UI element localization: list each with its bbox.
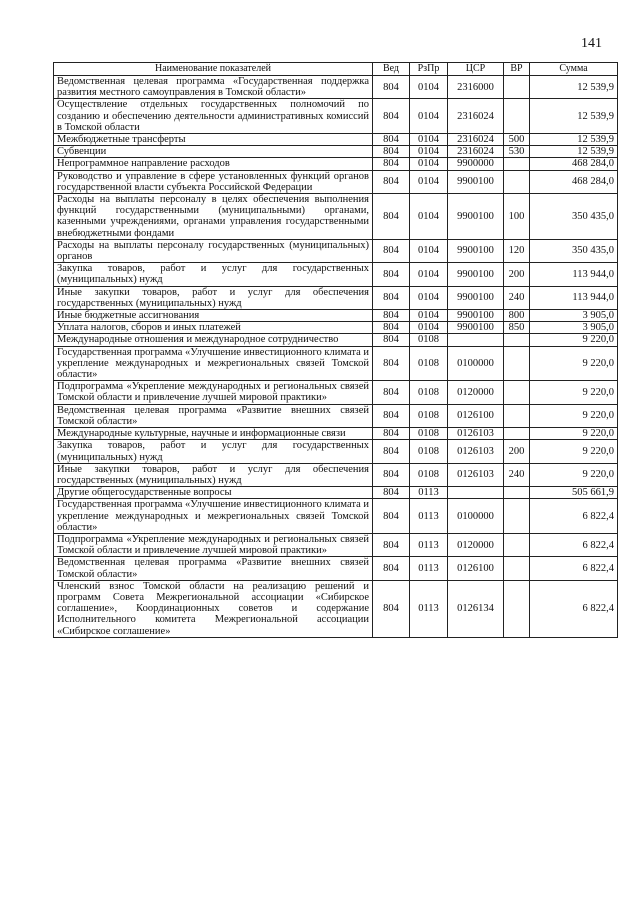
table-row xyxy=(54,334,618,346)
cell-name: Осуществление отдельных государственных полномочий по созданию и обеспечению деятельности административных комиссий в Томской области xyxy=(54,99,373,134)
cell-csr: 0126134 xyxy=(448,580,504,637)
table-row xyxy=(54,146,618,158)
table-row xyxy=(54,170,618,193)
table-row xyxy=(54,310,618,322)
cell-rzpr: 0108 xyxy=(410,404,448,427)
column-header-sum: Сумма xyxy=(530,63,618,76)
cell-ved: 804 xyxy=(373,239,410,262)
cell-sum: 468 284,0 xyxy=(530,158,618,170)
cell-rzpr: 0104 xyxy=(410,170,448,193)
cell-name: Ведомственная целевая программа «Развитие внешних связей Томской области» xyxy=(54,404,373,427)
cell-ved: 804 xyxy=(373,170,410,193)
cell-csr: 0126103 xyxy=(448,463,504,486)
page-number: 141 xyxy=(581,36,602,51)
cell-sum: 350 435,0 xyxy=(530,239,618,262)
cell-csr xyxy=(448,334,504,346)
cell-rzpr: 0104 xyxy=(410,134,448,146)
cell-vr: 850 xyxy=(504,322,530,334)
table-row xyxy=(54,381,618,404)
cell-rzpr: 0104 xyxy=(410,263,448,286)
cell-ved: 804 xyxy=(373,134,410,146)
cell-rzpr: 0108 xyxy=(410,428,448,440)
table-row xyxy=(54,404,618,427)
table-row xyxy=(54,557,618,580)
cell-name: Ведомственная целевая программа «Развитие внешних связей Томской области» xyxy=(54,557,373,580)
cell-vr: 240 xyxy=(504,463,530,486)
cell-ved: 804 xyxy=(373,99,410,134)
cell-rzpr: 0108 xyxy=(410,440,448,463)
table-row xyxy=(54,76,618,99)
cell-ved: 804 xyxy=(373,487,410,499)
cell-csr: 2316024 xyxy=(448,134,504,146)
cell-rzpr: 0104 xyxy=(410,99,448,134)
cell-name: Непрограммное направление расходов xyxy=(54,158,373,170)
cell-rzpr: 0104 xyxy=(410,76,448,99)
table-row xyxy=(54,99,618,134)
cell-sum: 9 220,0 xyxy=(530,346,618,381)
cell-vr: 200 xyxy=(504,440,530,463)
cell-name: Подпрограмма «Укрепление международных и региональных связей Томской области и привлечение лучшей мировой практики» xyxy=(54,533,373,556)
cell-name: Уплата налогов, сборов и иных платежей xyxy=(54,322,373,334)
cell-vr: 530 xyxy=(504,146,530,158)
column-header-name: Наименование показателей xyxy=(54,63,373,76)
cell-rzpr: 0108 xyxy=(410,463,448,486)
cell-csr: 9900100 xyxy=(448,322,504,334)
table-row xyxy=(54,194,618,240)
cell-sum: 113 944,0 xyxy=(530,286,618,309)
cell-name: Членский взнос Томской области на реализацию решений и программ Совета Межрегиональной ассоциации «Сибирское соглашение», Координационных советов и содержание Исполнительного комитета Межрегиональной ассоциации «Сибирское соглашение» xyxy=(54,580,373,637)
cell-vr xyxy=(504,99,530,134)
cell-rzpr: 0113 xyxy=(410,499,448,534)
table-header-row xyxy=(54,63,618,76)
cell-name: Закупка товаров, работ и услуг для государственных (муниципальных) нужд xyxy=(54,263,373,286)
cell-rzpr: 0108 xyxy=(410,381,448,404)
cell-ved: 804 xyxy=(373,404,410,427)
table-row xyxy=(54,499,618,534)
cell-rzpr: 0113 xyxy=(410,487,448,499)
cell-name: Международные культурные, научные и информационные связи xyxy=(54,428,373,440)
cell-sum: 505 661,9 xyxy=(530,487,618,499)
cell-sum: 9 220,0 xyxy=(530,463,618,486)
cell-sum: 9 220,0 xyxy=(530,334,618,346)
cell-vr xyxy=(504,158,530,170)
cell-rzpr: 0104 xyxy=(410,239,448,262)
cell-csr: 9900100 xyxy=(448,170,504,193)
cell-name: Иные закупки товаров, работ и услуг для обеспечения государственных (муниципальных) нужд xyxy=(54,463,373,486)
cell-rzpr: 0104 xyxy=(410,286,448,309)
cell-sum: 12 539,9 xyxy=(530,99,618,134)
column-header-csr: ЦСР xyxy=(448,63,504,76)
table-row xyxy=(54,239,618,262)
cell-ved: 804 xyxy=(373,310,410,322)
cell-sum: 9 220,0 xyxy=(530,381,618,404)
cell-vr xyxy=(504,346,530,381)
cell-csr: 0120000 xyxy=(448,381,504,404)
cell-vr xyxy=(504,170,530,193)
cell-ved: 804 xyxy=(373,322,410,334)
cell-csr: 9900100 xyxy=(448,310,504,322)
cell-name: Субвенции xyxy=(54,146,373,158)
cell-csr: 0126100 xyxy=(448,557,504,580)
column-header-ved: Вед xyxy=(373,63,410,76)
cell-sum: 9 220,0 xyxy=(530,428,618,440)
cell-csr: 2316000 xyxy=(448,76,504,99)
cell-csr xyxy=(448,487,504,499)
table-row xyxy=(54,286,618,309)
cell-vr xyxy=(504,487,530,499)
cell-ved: 804 xyxy=(373,440,410,463)
cell-vr: 500 xyxy=(504,134,530,146)
cell-rzpr: 0104 xyxy=(410,322,448,334)
cell-vr: 240 xyxy=(504,286,530,309)
cell-vr xyxy=(504,76,530,99)
cell-sum: 6 822,4 xyxy=(530,499,618,534)
cell-csr: 0126100 xyxy=(448,404,504,427)
table-row xyxy=(54,463,618,486)
cell-ved: 804 xyxy=(373,263,410,286)
cell-sum: 6 822,4 xyxy=(530,580,618,637)
cell-name: Государственная программа «Улучшение инвестиционного климата и укрепление международных и межрегиональных связей Томской области» xyxy=(54,346,373,381)
cell-ved: 804 xyxy=(373,381,410,404)
cell-ved: 804 xyxy=(373,194,410,240)
cell-rzpr: 0104 xyxy=(410,310,448,322)
table-row xyxy=(54,533,618,556)
cell-csr: 0126103 xyxy=(448,440,504,463)
cell-ved: 804 xyxy=(373,158,410,170)
cell-sum: 12 539,9 xyxy=(530,76,618,99)
cell-csr: 0126103 xyxy=(448,428,504,440)
cell-csr: 9900000 xyxy=(448,158,504,170)
cell-vr: 200 xyxy=(504,263,530,286)
cell-vr xyxy=(504,428,530,440)
budget-table xyxy=(53,62,618,638)
cell-name: Межбюджетные трансферты xyxy=(54,134,373,146)
cell-vr xyxy=(504,499,530,534)
cell-ved: 804 xyxy=(373,533,410,556)
cell-ved: 804 xyxy=(373,76,410,99)
table-row xyxy=(54,487,618,499)
cell-ved: 804 xyxy=(373,428,410,440)
cell-rzpr: 0104 xyxy=(410,158,448,170)
cell-ved: 804 xyxy=(373,499,410,534)
cell-sum: 9 220,0 xyxy=(530,440,618,463)
cell-name: Ведомственная целевая программа «Государственная поддержка развития местного самоуправления в Томской области» xyxy=(54,76,373,99)
cell-sum: 12 539,9 xyxy=(530,134,618,146)
cell-ved: 804 xyxy=(373,346,410,381)
cell-vr xyxy=(504,381,530,404)
cell-csr: 9900100 xyxy=(448,286,504,309)
table-row xyxy=(54,134,618,146)
cell-rzpr: 0108 xyxy=(410,334,448,346)
cell-sum: 9 220,0 xyxy=(530,404,618,427)
cell-name: Государственная программа «Улучшение инвестиционного климата и укрепление международных и межрегиональных связей Томской области» xyxy=(54,499,373,534)
cell-sum: 350 435,0 xyxy=(530,194,618,240)
column-header-rzpr: РзПр xyxy=(410,63,448,76)
cell-name: Подпрограмма «Укрепление международных и региональных связей Томской области и привлечение лучшей мировой практики» xyxy=(54,381,373,404)
cell-csr: 9900100 xyxy=(448,194,504,240)
cell-rzpr: 0113 xyxy=(410,580,448,637)
cell-name: Иные закупки товаров, работ и услуг для обеспечения государственных (муниципальных) нужд xyxy=(54,286,373,309)
cell-vr: 100 xyxy=(504,194,530,240)
cell-rzpr: 0113 xyxy=(410,533,448,556)
cell-csr: 2316024 xyxy=(448,146,504,158)
column-header-vr: ВР xyxy=(504,63,530,76)
table-row xyxy=(54,428,618,440)
cell-sum: 113 944,0 xyxy=(530,263,618,286)
cell-rzpr: 0108 xyxy=(410,346,448,381)
cell-sum: 3 905,0 xyxy=(530,310,618,322)
cell-sum: 6 822,4 xyxy=(530,557,618,580)
table-row xyxy=(54,440,618,463)
cell-ved: 804 xyxy=(373,580,410,637)
table-row xyxy=(54,580,618,637)
cell-csr: 9900100 xyxy=(448,263,504,286)
table-body xyxy=(54,76,618,638)
cell-name: Расходы на выплаты персоналу государственных (муниципальных) органов xyxy=(54,239,373,262)
cell-ved: 804 xyxy=(373,146,410,158)
cell-csr: 0100000 xyxy=(448,499,504,534)
cell-rzpr: 0104 xyxy=(410,146,448,158)
cell-sum: 12 539,9 xyxy=(530,146,618,158)
cell-csr: 9900100 xyxy=(448,239,504,262)
cell-vr: 120 xyxy=(504,239,530,262)
cell-name: Международные отношения и международное сотрудничество xyxy=(54,334,373,346)
table-row xyxy=(54,346,618,381)
cell-csr: 0120000 xyxy=(448,533,504,556)
cell-vr xyxy=(504,334,530,346)
cell-ved: 804 xyxy=(373,557,410,580)
cell-rzpr: 0113 xyxy=(410,557,448,580)
table-row xyxy=(54,322,618,334)
table-row xyxy=(54,263,618,286)
cell-name: Расходы на выплаты персоналу в целях обеспечения выполнения функций государственными (муниципальными) органами, казенными учреждениями, органами управления государственными внебюджетными фондами xyxy=(54,194,373,240)
cell-ved: 804 xyxy=(373,463,410,486)
cell-name: Закупка товаров, работ и услуг для государственных (муниципальных) нужд xyxy=(54,440,373,463)
cell-ved: 804 xyxy=(373,334,410,346)
cell-sum: 3 905,0 xyxy=(530,322,618,334)
cell-vr xyxy=(504,533,530,556)
cell-sum: 468 284,0 xyxy=(530,170,618,193)
cell-vr xyxy=(504,580,530,637)
cell-vr: 800 xyxy=(504,310,530,322)
cell-vr xyxy=(504,404,530,427)
cell-csr: 2316024 xyxy=(448,99,504,134)
cell-name: Другие общегосударственные вопросы xyxy=(54,487,373,499)
cell-name: Руководство и управление в сфере установленных функций органов государственной власти субъекта Российской Федерации xyxy=(54,170,373,193)
cell-rzpr: 0104 xyxy=(410,194,448,240)
cell-name: Иные бюджетные ассигнования xyxy=(54,310,373,322)
cell-ved: 804 xyxy=(373,286,410,309)
cell-sum: 6 822,4 xyxy=(530,533,618,556)
cell-vr xyxy=(504,557,530,580)
table-row xyxy=(54,158,618,170)
cell-csr: 0100000 xyxy=(448,346,504,381)
